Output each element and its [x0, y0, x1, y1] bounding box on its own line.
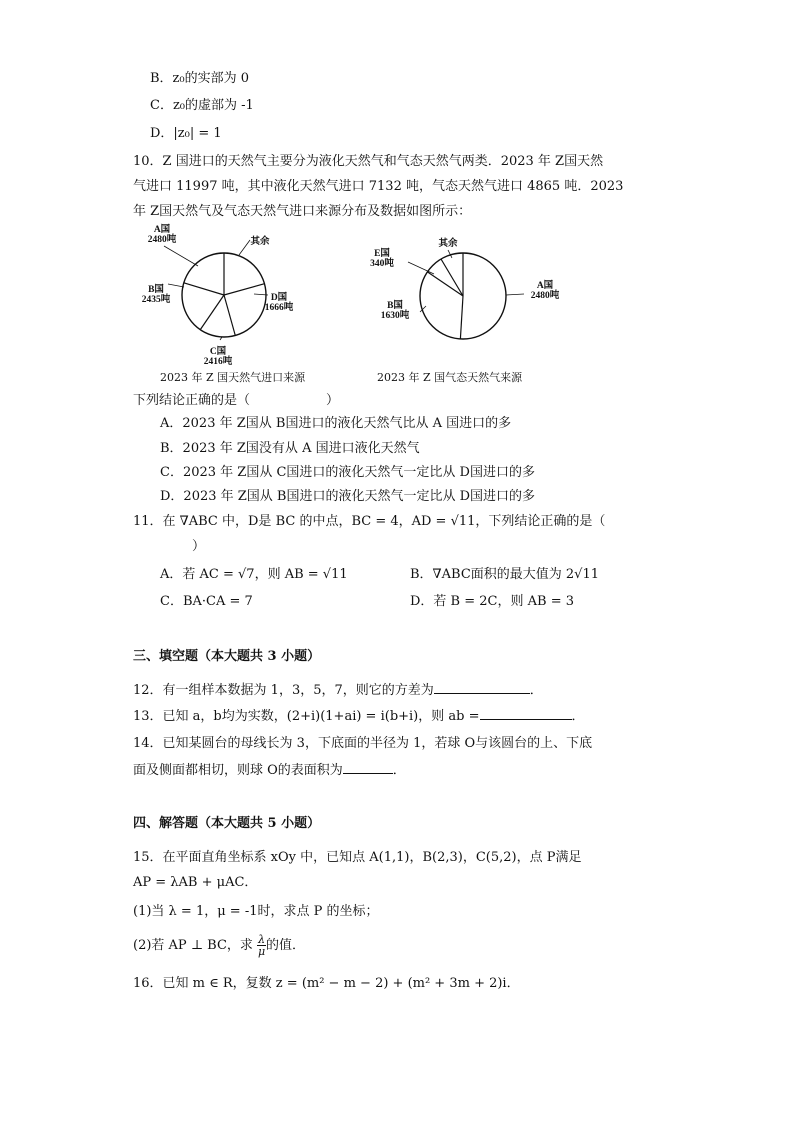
- q11-option-d: D．若 B = 2C，则 AB = 3: [410, 594, 574, 609]
- q11-stem: 11．在 ∇ABC 中，D是 BC 的中点，BC = 4，AD = √11，下列结论正确的是（: [133, 514, 606, 529]
- chart1-label-2: D国: [270, 293, 288, 303]
- q10-option-c: C．2023 年 Z国从 C国进口的液化天然气一定比从 D国进口的多: [160, 465, 535, 480]
- chart1-value-4: 2435吨: [141, 295, 171, 305]
- q15-line2: AP = λAB + μAC．: [133, 875, 258, 890]
- chart1-slice-1-edge: [224, 284, 265, 295]
- chart1-label-0: A国: [153, 225, 171, 235]
- pie-charts-figure: [130, 222, 570, 367]
- chart1-slice-2-edge: [224, 295, 235, 336]
- chart1-caption: 2023 年 Z 国天然气进口来源: [160, 371, 306, 384]
- chart1-label-3: C国: [209, 347, 227, 357]
- q15-part1: (1)当 λ = 1，μ = -1时，求点 P 的坐标；: [133, 904, 379, 919]
- chart2-leader-0: [506, 294, 524, 295]
- chart2-slice-2-edge: [427, 272, 463, 296]
- q10-prompt: 下列结论正确的是（ ）: [133, 393, 340, 408]
- chart2-label-3: 其余: [438, 239, 458, 249]
- chart2-value-0: 2480吨: [530, 291, 560, 301]
- chart2-label-1: B国: [387, 301, 403, 311]
- q10-option-a: A．2023 年 Z国从 B国进口的液化天然气比从 A 国进口的多: [160, 416, 512, 431]
- q10-option-d: D．2023 年 Z国从 B国进口的液化天然气一定比从 D国进口的多: [160, 489, 536, 504]
- q13-text: 13．已知 a，b均为实数，(2+i)(1+ai) = i(b+i)，则 ab = ．: [133, 709, 585, 724]
- chart1-label-1: 其余: [250, 237, 270, 247]
- q10-option-b: B．2023 年 Z国没有从 A 国进口液化天然气: [160, 441, 420, 456]
- q12-text: 12．有一组样本数据为 1，3，5，7，则它的方差为 ．: [133, 683, 543, 698]
- q11-stem-close: ）: [192, 539, 206, 554]
- q15-part2: (2)若 AP ⊥ BC，求 $\frac{\lambda}{\mu}$ 的值．: [133, 933, 306, 958]
- chart1-leader-1: [239, 240, 250, 255]
- chart2-caption: 2023 年 Z 国气态天然气来源: [377, 371, 523, 384]
- q15-line1: 15．在平面直角坐标系 xOy 中，已知点 A(1,1)，B(2,3)，C(5,2)，点 P满足: [133, 850, 582, 865]
- chart2-label-2: E国: [374, 249, 390, 259]
- chart1-value-3: 2416吨: [203, 357, 233, 367]
- q9-option-d: D．|z₀| = 1: [150, 126, 222, 141]
- chart1-leader-4: [168, 284, 184, 287]
- chart2-slice-3-edge: [441, 259, 463, 296]
- section3-title: 三、填空题（本大题共 3 小题）: [133, 649, 321, 664]
- q10-stem-line1: 10．Z 国进口的天然气主要分为液化天然气和气态天然气两类．2023 年 Z国天然: [133, 154, 604, 169]
- q11-option-c: C．BA·CA = 7: [160, 594, 253, 609]
- q10-stem-line2: 气进口 11997 吨，其中液化天然气进口 7132 吨，气态天然气进口 4865 吨．2023: [133, 179, 624, 194]
- lambda-over-mu-fraction: $\frac{\lambda}{\mu}$: [257, 933, 266, 958]
- q10-stem-line3: 年 Z国天然气及气态天然气进口来源分布及数据如图所示：: [133, 204, 472, 219]
- q9-option-c: C．z₀的虚部为 -1: [150, 98, 254, 113]
- chart2-value-1: 1630吨: [380, 311, 410, 321]
- q9-option-b: B．z₀的实部为 0: [150, 71, 250, 86]
- chart1-value-2: 1666吨: [264, 303, 294, 313]
- q16-text: 16．已知 m ∈ R，复数 z = (m² − m − 2) + (m² + 3m + 2)i．: [133, 976, 520, 991]
- chart1-label-4: B国: [148, 285, 164, 295]
- chart1-slice-4-edge: [184, 283, 224, 295]
- chart1-value-0: 2480吨: [147, 235, 177, 245]
- q11-option-b: B．∇ABC面积的最大值为 2√11: [410, 567, 599, 582]
- section4-title: 四、解答题（本大题共 5 小题）: [133, 816, 321, 831]
- chart2-label-0: A国: [536, 281, 554, 291]
- q11-option-a: A．若 AC = √7，则 AB = √11: [160, 567, 348, 582]
- chart2-slice-1-edge: [460, 296, 463, 339]
- chart1-leader-0: [164, 246, 198, 266]
- q14-line2: 面及侧面都相切，则球 O的表面积为 ．: [133, 763, 406, 778]
- chart1-slice-3-edge: [200, 295, 224, 330]
- q14-line1: 14．已知某圆台的母线长为 3，下底面的半径为 1，若球 O与该圆台的上、下底: [133, 736, 593, 751]
- chart2-value-2: 340吨: [370, 259, 394, 269]
